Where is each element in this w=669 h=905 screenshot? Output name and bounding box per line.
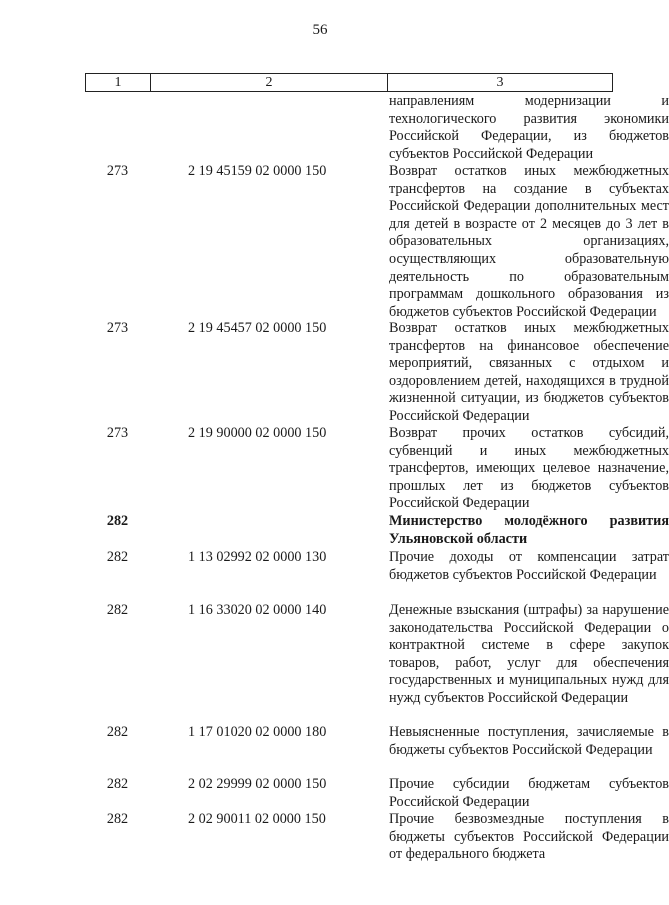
row-description: Денежные взыскания (штрафы) за нарушение законодательства Российской Федерации о контрактной системе в сфере закупок товаров, работ, услуг для обеспечения государственных и муниципальных нужд для нужд субъектов Российской Федерации xyxy=(389,602,669,706)
row-description: Прочие субсидии бюджетам субъектов Российской Федерации xyxy=(389,776,669,810)
row-code: 282 xyxy=(106,811,129,827)
row-code: 273 xyxy=(106,320,129,336)
row-description: Возврат прочих остатков субсидий, субвенций и иных межбюджетных трансфертов, имеющих целевое назначение, прошлых лет из бюджетов субъектов Российской Федерации xyxy=(389,425,669,512)
row-kbk: 2 02 29999 02 0000 150 xyxy=(188,776,327,792)
header-col-2: 2 xyxy=(151,74,388,91)
row-kbk: 2 02 90011 02 0000 150 xyxy=(188,811,326,827)
table-row xyxy=(85,320,669,425)
table-row xyxy=(85,425,669,513)
header-col-1: 1 xyxy=(86,74,151,91)
row-code: 282 xyxy=(106,776,129,792)
table-row-section xyxy=(85,513,669,549)
page-number: 56 xyxy=(312,22,328,38)
table-body xyxy=(85,93,669,864)
row-code: 282 xyxy=(106,513,129,529)
row-description: Возврат остатков иных межбюджетных трансфертов на финансовое обеспечение мероприятий, связанных с отдыхом и оздоровлением детей, находящихся в трудной жизненной ситуации, из бюджетов субъектов Российской Федерации xyxy=(389,320,669,424)
table-row xyxy=(85,602,669,724)
row-description: направлениям модернизации и технологического развития экономики Российской Федерации, из бюджетов субъектов Российской Федерации xyxy=(389,93,669,162)
row-code: 273 xyxy=(106,163,129,179)
row-kbk: 1 13 02992 02 0000 130 xyxy=(188,549,327,565)
row-code: 282 xyxy=(106,602,129,618)
table-row xyxy=(85,93,669,163)
table-row xyxy=(85,549,669,602)
row-description: Прочие безвозмездные поступления в бюджеты субъектов Российской Федерации от федерального бюджета xyxy=(389,811,669,863)
header-col-3: 3 xyxy=(496,74,504,90)
table-row xyxy=(85,163,669,320)
table-row xyxy=(85,811,669,864)
table-row xyxy=(85,724,669,776)
row-kbk: 2 19 90000 02 0000 150 xyxy=(188,425,327,441)
row-kbk: 1 16 33020 02 0000 140 xyxy=(188,602,327,618)
row-description: Прочие доходы от компенсации затрат бюджетов субъектов Российской Федерации xyxy=(389,549,669,583)
row-kbk: 2 19 45457 02 0000 150 xyxy=(188,320,327,336)
row-kbk: 1 17 01020 02 0000 180 xyxy=(188,724,327,740)
table-header xyxy=(85,73,613,92)
row-description: Невыясненные поступления, зачисляемые в бюджеты субъектов Российской Федерации xyxy=(389,724,669,758)
table-row xyxy=(85,776,669,811)
row-code: 273 xyxy=(106,425,129,441)
row-code: 282 xyxy=(106,724,129,740)
row-code: 282 xyxy=(106,549,129,565)
row-description: Возврат остатков иных межбюджетных трансфертов на создание в субъектах Российской Федерации дополнительных мест для детей в возрасте от 2 месяцев до 3 лет в образовательных организациях, осуществляющих образовательную деятельность по образовательным программам дошкольного образования из бюджетов субъектов Российской Федерации xyxy=(389,163,669,320)
section-title: Министерство молодёжного развития Ульяновской области xyxy=(389,513,669,547)
row-kbk: 2 19 45159 02 0000 150 xyxy=(188,163,327,179)
